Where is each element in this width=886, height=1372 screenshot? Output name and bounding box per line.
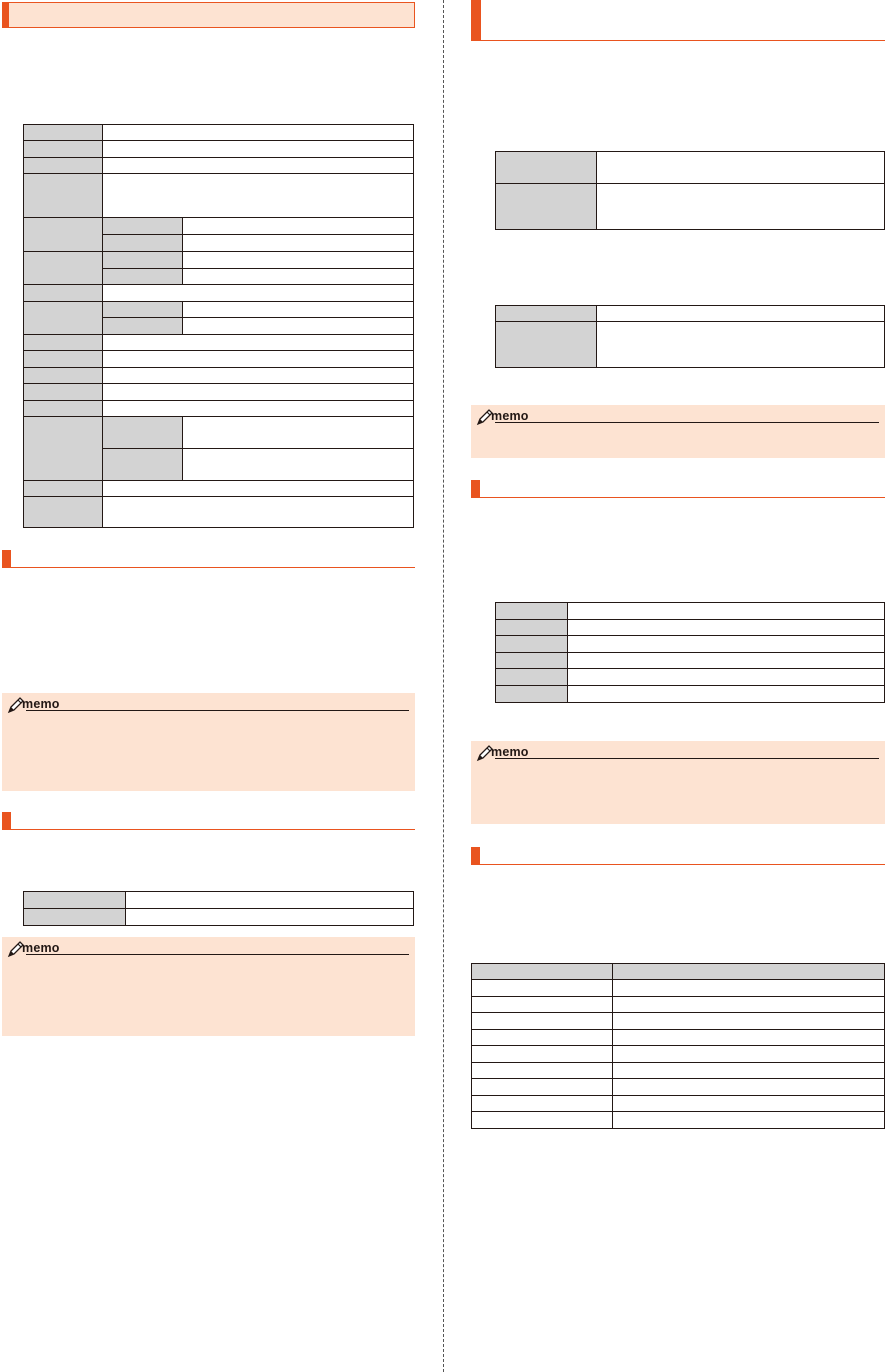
memo-rule [26, 954, 409, 955]
table-row [24, 401, 414, 417]
chapter-header [471, 0, 885, 41]
table-row [472, 1063, 885, 1079]
table-row [24, 125, 414, 141]
table-row [24, 174, 414, 218]
table-row [24, 141, 414, 158]
list-table [495, 602, 885, 703]
memo-box [471, 405, 885, 458]
section-header [471, 847, 885, 865]
table-row [24, 218, 414, 235]
table-row [24, 252, 414, 269]
table-row [472, 980, 885, 997]
table-row [496, 603, 885, 620]
table-row [496, 636, 885, 653]
table-row [24, 335, 414, 351]
memo-rule [26, 710, 409, 711]
table-row [24, 417, 414, 449]
table-row [24, 384, 414, 401]
table-row [24, 497, 414, 528]
title-marker [2, 2, 9, 28]
table-row [496, 669, 885, 686]
memo-box [2, 693, 415, 791]
table-row [24, 368, 414, 384]
chapter-marker [471, 0, 481, 40]
options-table [495, 151, 885, 230]
memo-rule [495, 758, 879, 759]
table-row [496, 322, 885, 368]
table-row [24, 892, 414, 909]
section-marker [471, 847, 480, 864]
table-row [472, 997, 885, 1013]
table-row [24, 481, 414, 497]
table-row [24, 285, 414, 302]
column-divider [443, 0, 444, 1372]
section-header [2, 550, 415, 568]
data-table [471, 963, 885, 1129]
table-row [24, 909, 414, 926]
table-row [496, 653, 885, 669]
table-row [496, 620, 885, 636]
section-header [471, 480, 885, 498]
memo-label: memo [22, 697, 60, 711]
table-row [472, 1046, 885, 1063]
table-row [496, 306, 885, 322]
table-row [24, 351, 414, 368]
table-header-row [472, 964, 885, 980]
table-row [496, 686, 885, 703]
table-row [472, 1013, 885, 1030]
table-row [472, 1096, 885, 1112]
table-row [472, 1030, 885, 1046]
table-row [472, 1112, 885, 1129]
memo-box [2, 937, 415, 1036]
section-marker [2, 550, 11, 567]
page-title-bar [2, 2, 415, 28]
memo-label: memo [22, 941, 60, 955]
table-row [24, 158, 414, 174]
table-row [496, 152, 885, 184]
table-row [496, 184, 885, 230]
spec-table [23, 124, 414, 528]
section-marker [471, 480, 480, 497]
memo-rule [495, 422, 879, 423]
section-marker [2, 812, 11, 829]
memo-label: memo [491, 409, 529, 423]
memo-box [471, 741, 885, 824]
table-row [472, 1079, 885, 1096]
table-row [24, 302, 414, 318]
memo-label: memo [491, 745, 529, 759]
section-header [2, 812, 415, 830]
options-table [495, 305, 885, 368]
settings-table [23, 891, 414, 926]
